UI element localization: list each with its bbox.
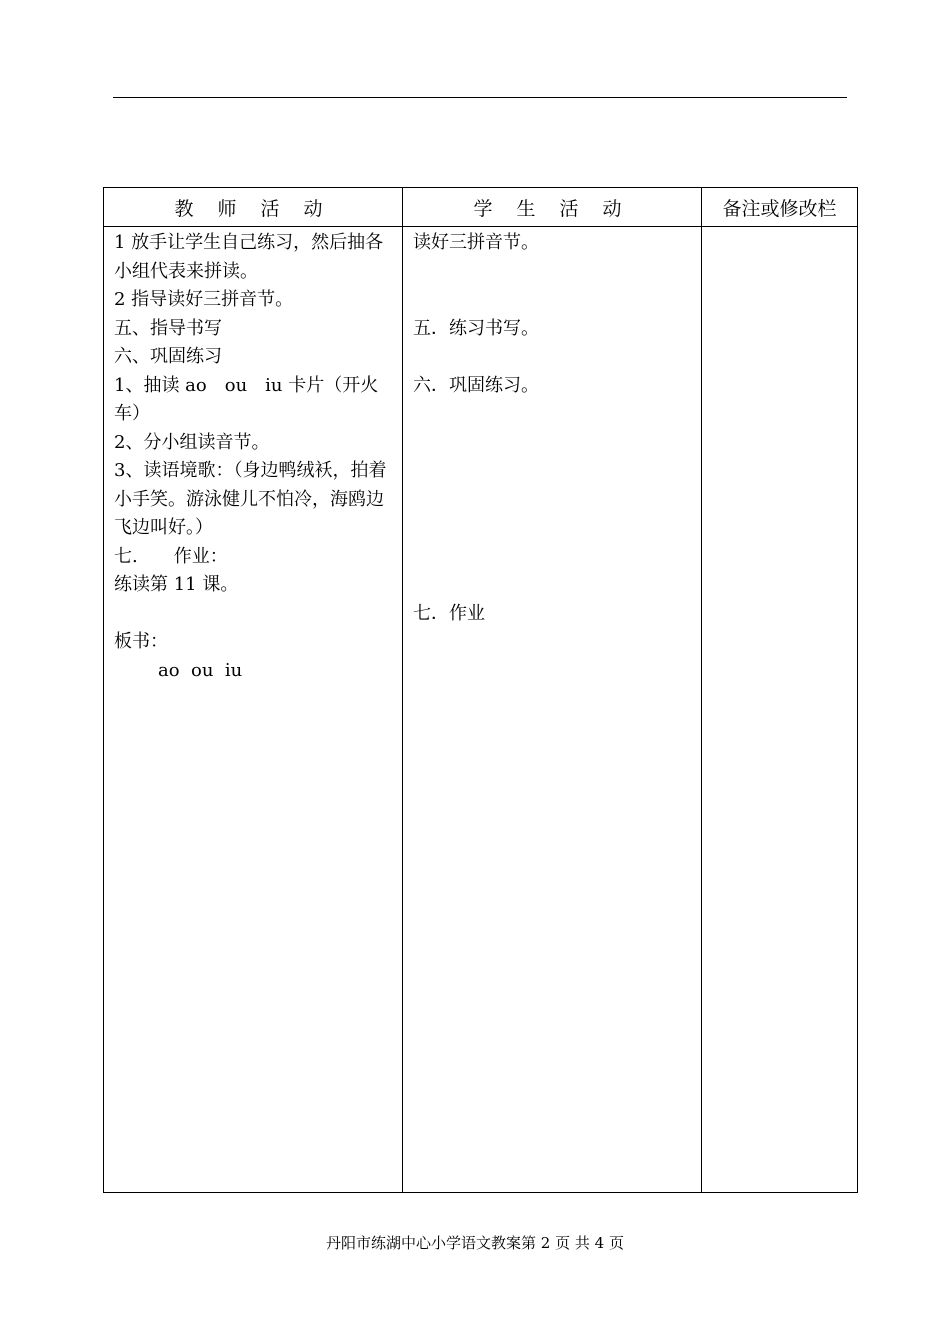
lesson-plan-table [103, 187, 858, 1193]
table-header-row [104, 188, 858, 227]
blank-line [413, 429, 691, 458]
blank-line [413, 258, 691, 287]
blank-line [413, 286, 691, 315]
blackboard-label: 板书： [114, 631, 168, 652]
blank-line [413, 514, 691, 543]
teacher-line: 五、指导书写 [114, 317, 222, 339]
blank-line [413, 486, 691, 515]
student-activity-cell [403, 227, 702, 1193]
teacher-line: 1 放手让学生自己练习，然后抽各小组代表来拼读。 [114, 232, 384, 282]
blank-line [413, 571, 691, 600]
teacher-line: 1、抽读 ao ou iu 卡片（开火车） [114, 374, 379, 424]
student-line: 七．作业 [413, 602, 485, 624]
teacher-line: 2、分小组读音节。 [114, 431, 270, 453]
header-rule [113, 97, 847, 98]
student-line: 读好三拼音节。 [413, 232, 539, 253]
teacher-line: 七. 作业： [114, 545, 228, 567]
notes-cell [702, 227, 858, 1193]
teacher-line: 2 指导读好三拼音节。 [114, 289, 294, 310]
teacher-line: 3、读语境歌：（身边鸭绒袄，拍着小手笑。游泳健儿不怕冷，海鸥边飞边叫好。） [114, 460, 387, 538]
teacher-activity-cell [104, 227, 403, 1193]
blank-line [114, 600, 392, 629]
student-line: 六．巩固练习。 [413, 374, 539, 396]
blank-line [413, 400, 691, 429]
blank-line [413, 543, 691, 572]
blackboard-content: ao ou iu [158, 659, 243, 681]
teacher-activity-header: 教 师 活 动 [104, 188, 403, 227]
blank-line [413, 457, 691, 486]
table-body-row [104, 227, 858, 1193]
teacher-line: 六、巩固练习 [114, 346, 222, 367]
student-activity-header: 学 生 活 动 [403, 188, 702, 227]
student-line: 五．练习书写。 [413, 317, 539, 339]
page-footer: 丹阳市练湖中心小学语文教案第 2 页 共 4 页 [326, 1234, 624, 1252]
notes-header: 备注或修改栏 [702, 188, 858, 227]
blank-line [413, 343, 691, 372]
teacher-line: 练读第 11 课。 [114, 574, 239, 595]
